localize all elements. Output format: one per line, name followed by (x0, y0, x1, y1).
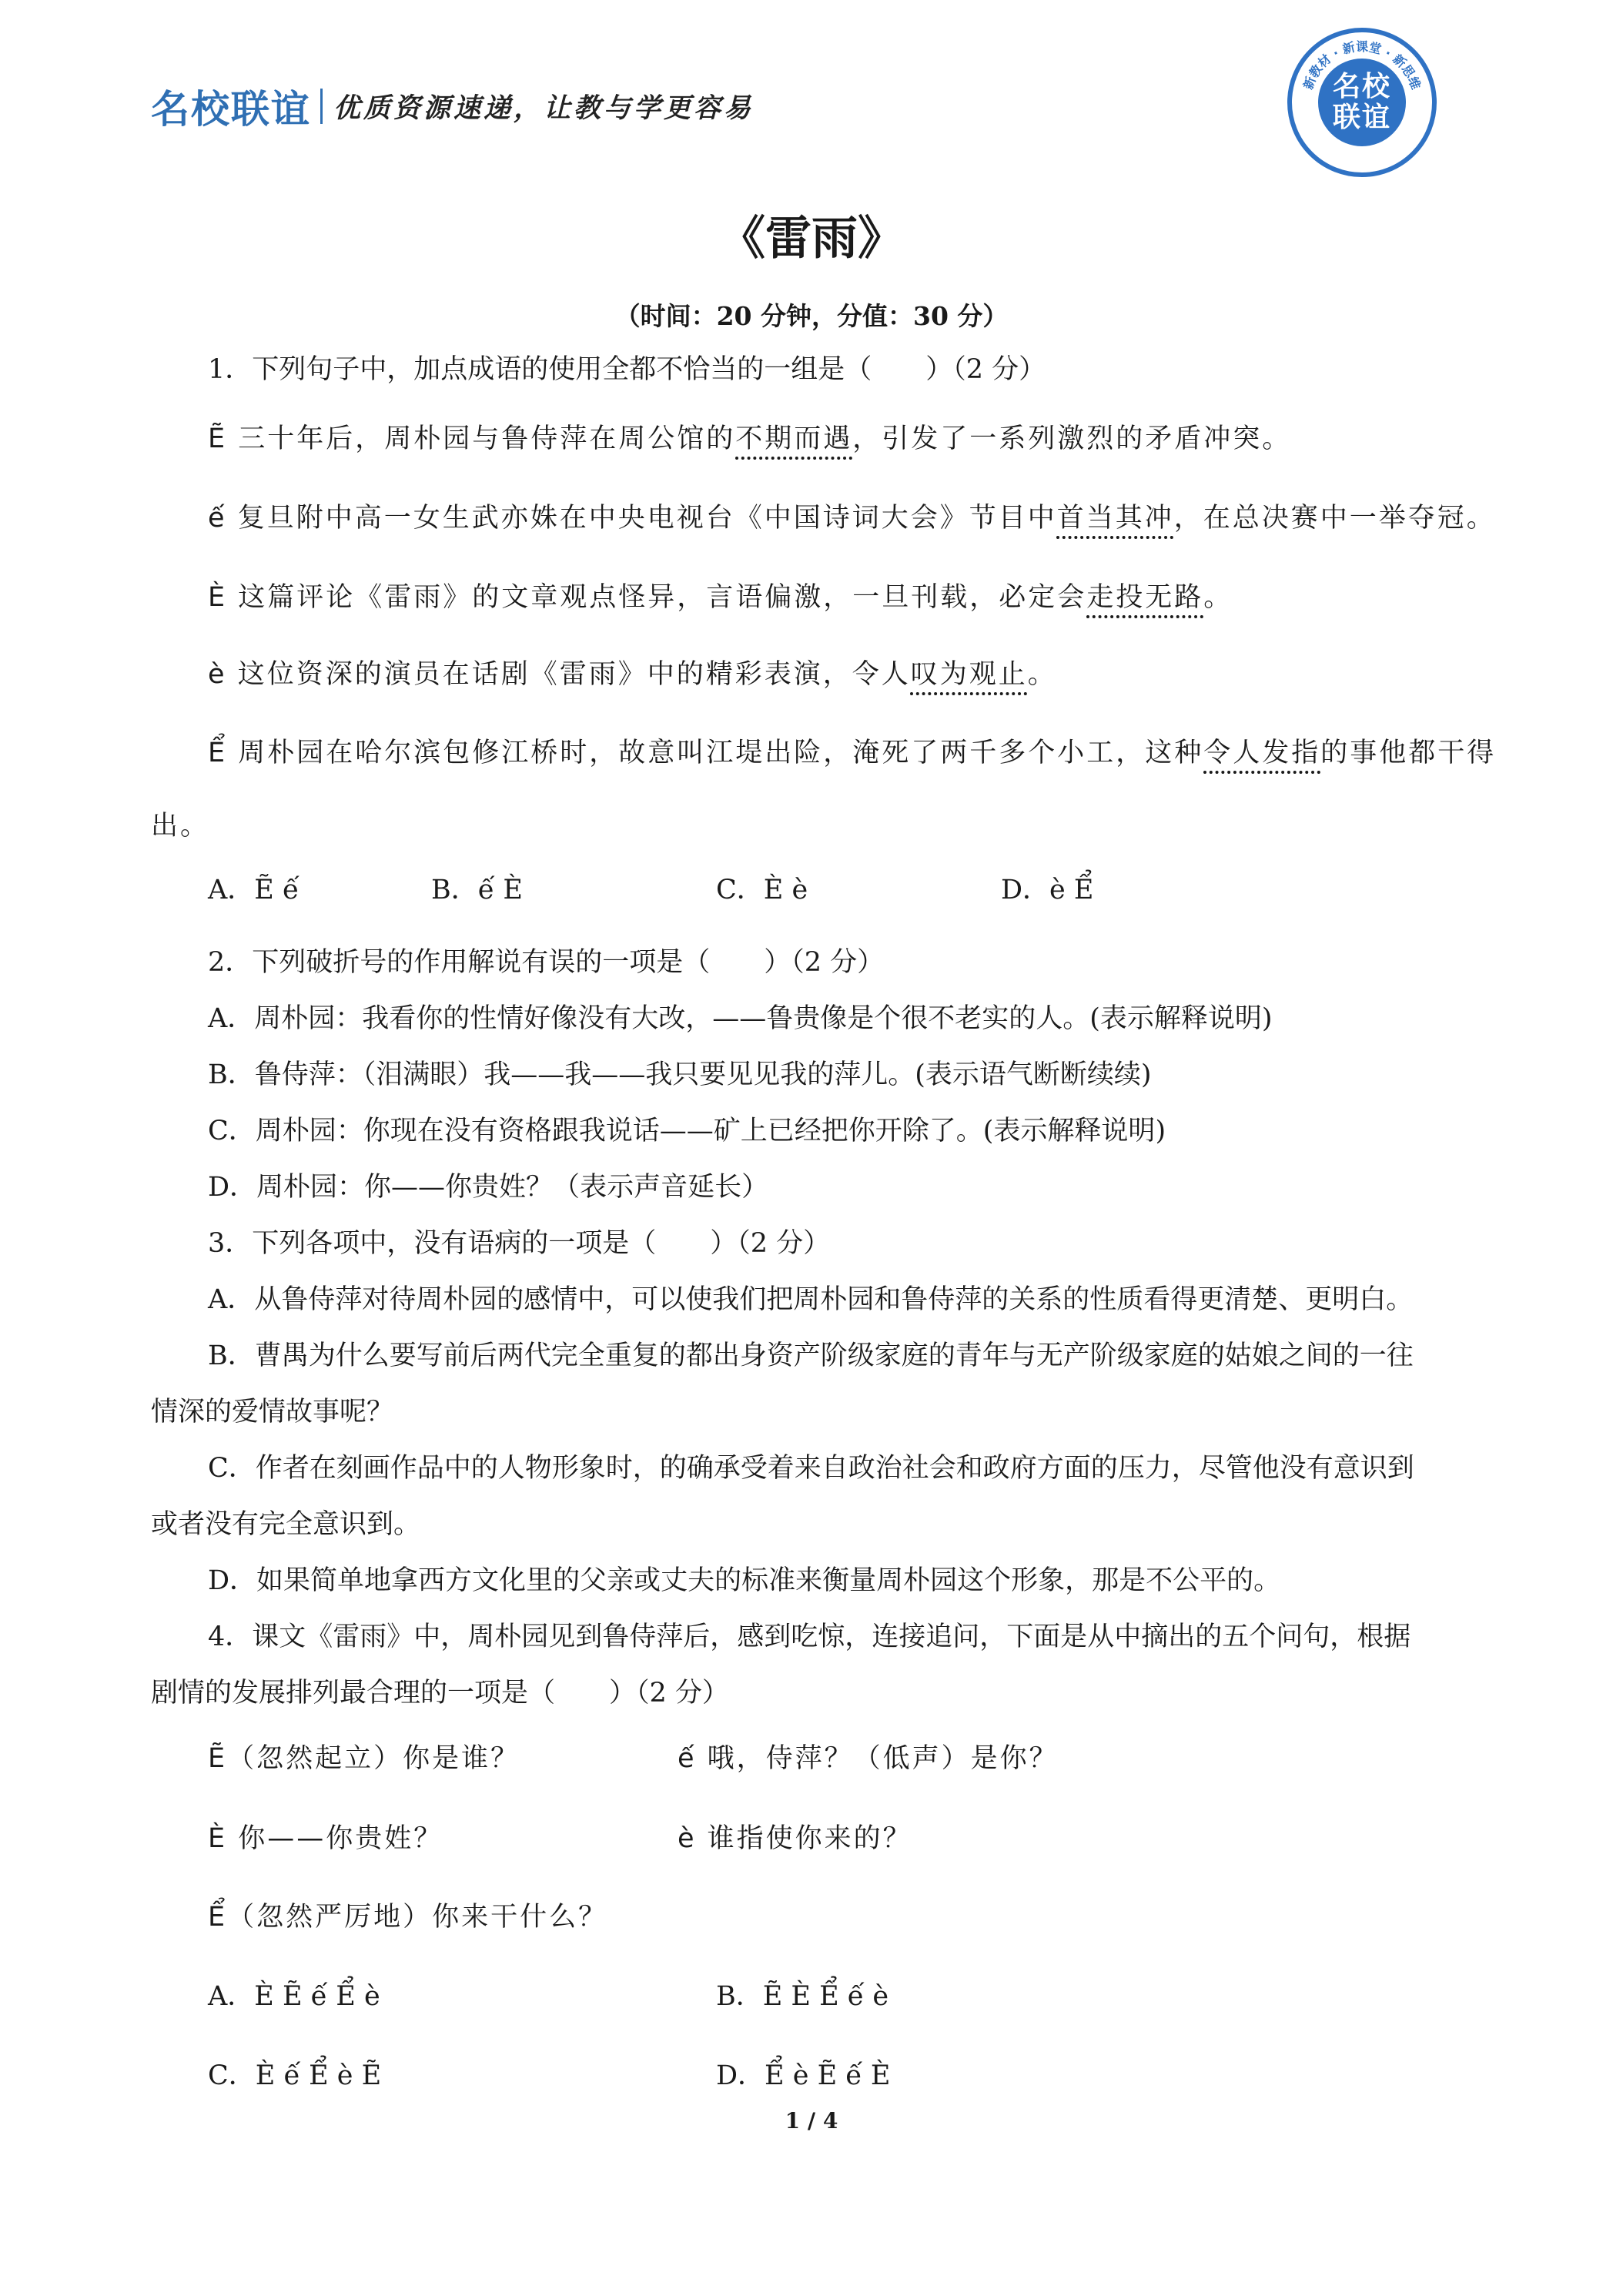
header-slogan: 优质资源速递，让教与学更容易 (333, 92, 755, 124)
q3-stem: 3．下列各项中，没有语病的一项是（ ）（2 分） (208, 1228, 831, 1259)
q3-option-c: C．作者在刻画作品中的人物形象时，的确承受着来自政治社会和政府方面的压力，尽管他没有意识到 (208, 1453, 1414, 1484)
header (151, 83, 755, 132)
q1-s1-pre: 三十年后，周朴园与鲁侍萍在周公馆的 (238, 423, 736, 454)
seal-ring-text: 新教材 · 新课堂 · 新思维 (1300, 39, 1424, 92)
q1-s3-post: 。 (1203, 582, 1233, 613)
q3-option-d: D．如果简单地拿西方文化里的父亲或丈夫的标准来衡量周朴园这个形象，那是不公平的。 (208, 1565, 1281, 1596)
q3-option-c-cont: 或者没有完全意识到。 (151, 1509, 421, 1540)
page-number: 1 / 4 (785, 2108, 838, 2134)
q1-sentence-3 (208, 576, 1233, 614)
page-subtitle: （时间：20 分钟，分值：30 分） (614, 301, 1009, 331)
q4-item-1: Ẽ（忽然起立）你是谁？ (208, 1743, 520, 1774)
q1-s2-pre: 复旦附中高一女生武亦姝在中央电视台《中国诗词大会》节目中 (237, 503, 1057, 534)
header-divider (320, 89, 323, 124)
q1-s5-post: 的事他都干得 (1320, 738, 1497, 768)
q4-stem: 4．课文《雷雨》中，周朴园见到鲁侍萍后，感到吃惊，连接追问，下面是从中摘出的五个问句，根据 (208, 1622, 1411, 1652)
q1-s5-mark: Ể (208, 738, 228, 768)
q1-sentence-1 (208, 417, 1291, 456)
q4-stem-cont: 剧情的发展排列最合理的一项是（ ）（2 分） (151, 1678, 729, 1709)
q1-s3-idiom: 走投无路 (1086, 582, 1204, 613)
q1-s3-pre: 这篇评论《雷雨》的文章观点怪异，言语偏激，一旦刊载，必定会 (238, 582, 1087, 613)
q4-option-a: A．È Ẽ ế Ể è (208, 1981, 380, 2012)
q1-s1-mark: Ẽ (208, 423, 228, 454)
seal-core (1318, 59, 1406, 146)
q4-option-b: B．Ẽ È Ể ế è (716, 1981, 889, 2012)
q1-s2-idiom: 首当其冲 (1056, 503, 1174, 534)
q1-stem: 1．下列句子中，加点成语的使用全都不恰当的一组是（ ）（2 分） (208, 354, 1046, 385)
q1-option-d: D．è Ể (1001, 875, 1094, 905)
q1-s4-idiom: 叹为观止 (910, 659, 1028, 690)
q1-s2-post: ，在总决赛中一举夺冠。 (1173, 503, 1496, 534)
q2-option-d: D．周朴园：你——你贵姓？（表示声音延长） (208, 1172, 769, 1203)
brand-logo: 名校联谊 (151, 87, 311, 132)
q1-s3-mark: È (208, 582, 228, 613)
q4-item-4: è 谁指使你来的？ (678, 1823, 912, 1854)
q1-s1-idiom: 不期而遇 (735, 423, 853, 454)
q1-s5-pre: 周朴园在哈尔滨包修江桥时，故意叫江堤出险，淹死了两千多个小工，这种 (238, 738, 1204, 768)
q4-item-5: Ể（忽然严厉地）你来干什么？ (208, 1902, 608, 1933)
seal-logo (1287, 28, 1437, 177)
q1-s1-post: ，引发了一系列激烈的矛盾冲突。 (852, 423, 1292, 454)
q4-option-c: C．È ế Ể è Ẽ (208, 2060, 382, 2091)
q1-option-b: B．ế È (431, 875, 523, 905)
q1-s4-mark: è (208, 659, 227, 690)
q1-s4-pre: 这位资深的演员在话剧《雷雨》中的精彩表演，令人 (237, 659, 911, 690)
q1-sentence-5-cont: 出。 (151, 811, 210, 842)
q1-sentence-5 (208, 731, 1496, 770)
q2-option-b: B．鲁侍萍：（泪满眼）我——我——我只要见见我的萍儿。(表示语气断断续续) (208, 1059, 1152, 1090)
q1-sentence-4 (208, 653, 1057, 691)
page-title: 《雷雨》 (719, 212, 904, 266)
q1-option-a: A．Ẽ ế (208, 875, 300, 905)
q2-stem: 2．下列破折号的作用解说有误的一项是（ ）（2 分） (208, 947, 885, 978)
q1-s2-mark: ế (208, 503, 227, 534)
q2-option-a: A．周朴园：我看你的性情好像没有大改，——鲁贵像是个很不老实的人。(表示解释说明) (208, 1003, 1273, 1034)
q2-option-c: C．周朴园：你现在没有资格跟我说话——矿上已经把你开除了。(表示解释说明) (208, 1116, 1166, 1146)
q1-s5-idiom: 令人发指 (1203, 738, 1321, 768)
q3-option-b-cont: 情深的爱情故事呢？ (151, 1397, 394, 1427)
q4-item-3: È 你——你贵姓？ (208, 1823, 443, 1854)
seal-text: 名校联谊 (1332, 71, 1391, 133)
q3-option-b: B．曹禺为什么要写前后两代完全重复的都出身资产阶级家庭的青年与无产阶级家庭的姑娘之间的一往 (208, 1340, 1414, 1371)
q3-option-a: A．从鲁侍萍对待周朴园的感情中，可以使我们把周朴园和鲁侍萍的关系的性质看得更清楚、更明白。 (208, 1284, 1414, 1315)
q4-option-d: D．Ể è Ẽ ế È (716, 2060, 891, 2091)
q4-item-2: ế 哦，侍萍？（低声）是你？ (678, 1743, 1059, 1774)
q1-s4-post: 。 (1027, 659, 1057, 690)
q1-option-c: C．È è (716, 875, 808, 905)
q1-sentence-2 (208, 497, 1496, 535)
